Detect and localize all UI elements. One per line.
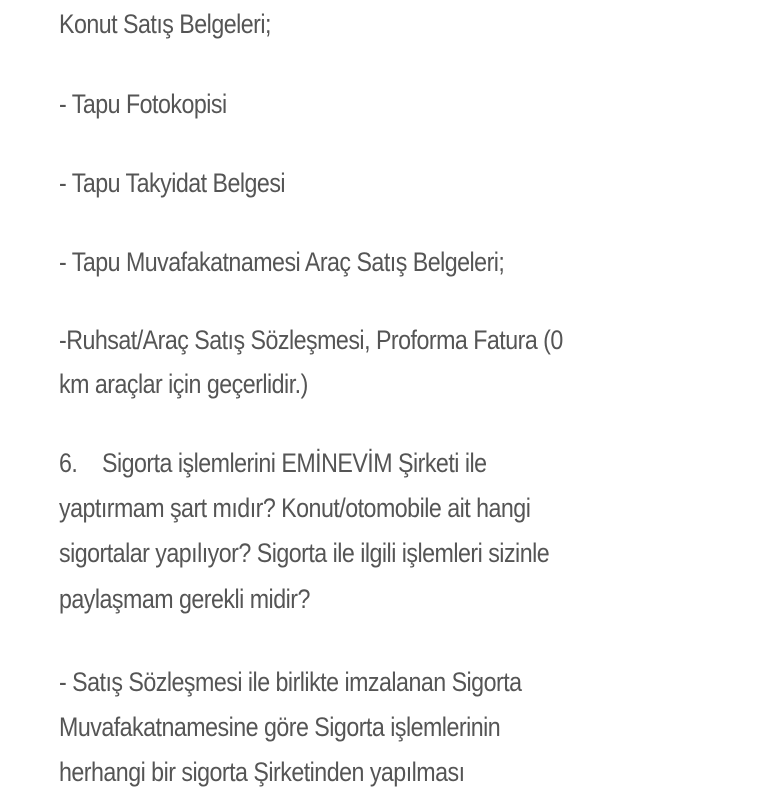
question-6-line1 [59, 443, 487, 483]
question-number: 6. [59, 448, 78, 478]
answer-line2: Muvafakatnamesine göre Sigorta işlemlerinin [59, 712, 501, 742]
answer-line1: - Satış Sözleşmesi ile birlikte imzalanan Sigorta [59, 667, 522, 697]
list-item-tapu-fotokopisi: - Tapu Fotokopisi [59, 89, 227, 119]
question-text-1: Sigorta işlemlerini EMİNEVİM Şirketi ile [102, 448, 487, 478]
list-item-ruhsat-line2: km araçlar için geçerlidir.) [59, 369, 308, 399]
question-6-line4: paylaşmam gerekli midir? [59, 584, 310, 614]
list-item-ruhsat-line1: -Ruhsat/Araç Satış Sözleşmesi, Proforma Fatura (0 [59, 325, 563, 355]
heading-konut-satis-belgeleri: Konut Satış Belgeleri; [59, 9, 271, 39]
answer-line3-partial: herhangi bir sigorta Şirketinden yapılması [59, 757, 465, 787]
question-6-line3: sigortalar yapılıyor? Sigorta ile ilgili işlemleri sizinle [59, 538, 550, 568]
question-6-line2: yaptırmam şart mıdır? Konut/otomobile ait hangi [59, 493, 531, 523]
list-item-tapu-takyidat: - Tapu Takyidat Belgesi [59, 168, 286, 198]
list-item-tapu-muvafakatname: - Tapu Muvafakatnamesi Araç Satış Belgeleri; [59, 247, 505, 277]
